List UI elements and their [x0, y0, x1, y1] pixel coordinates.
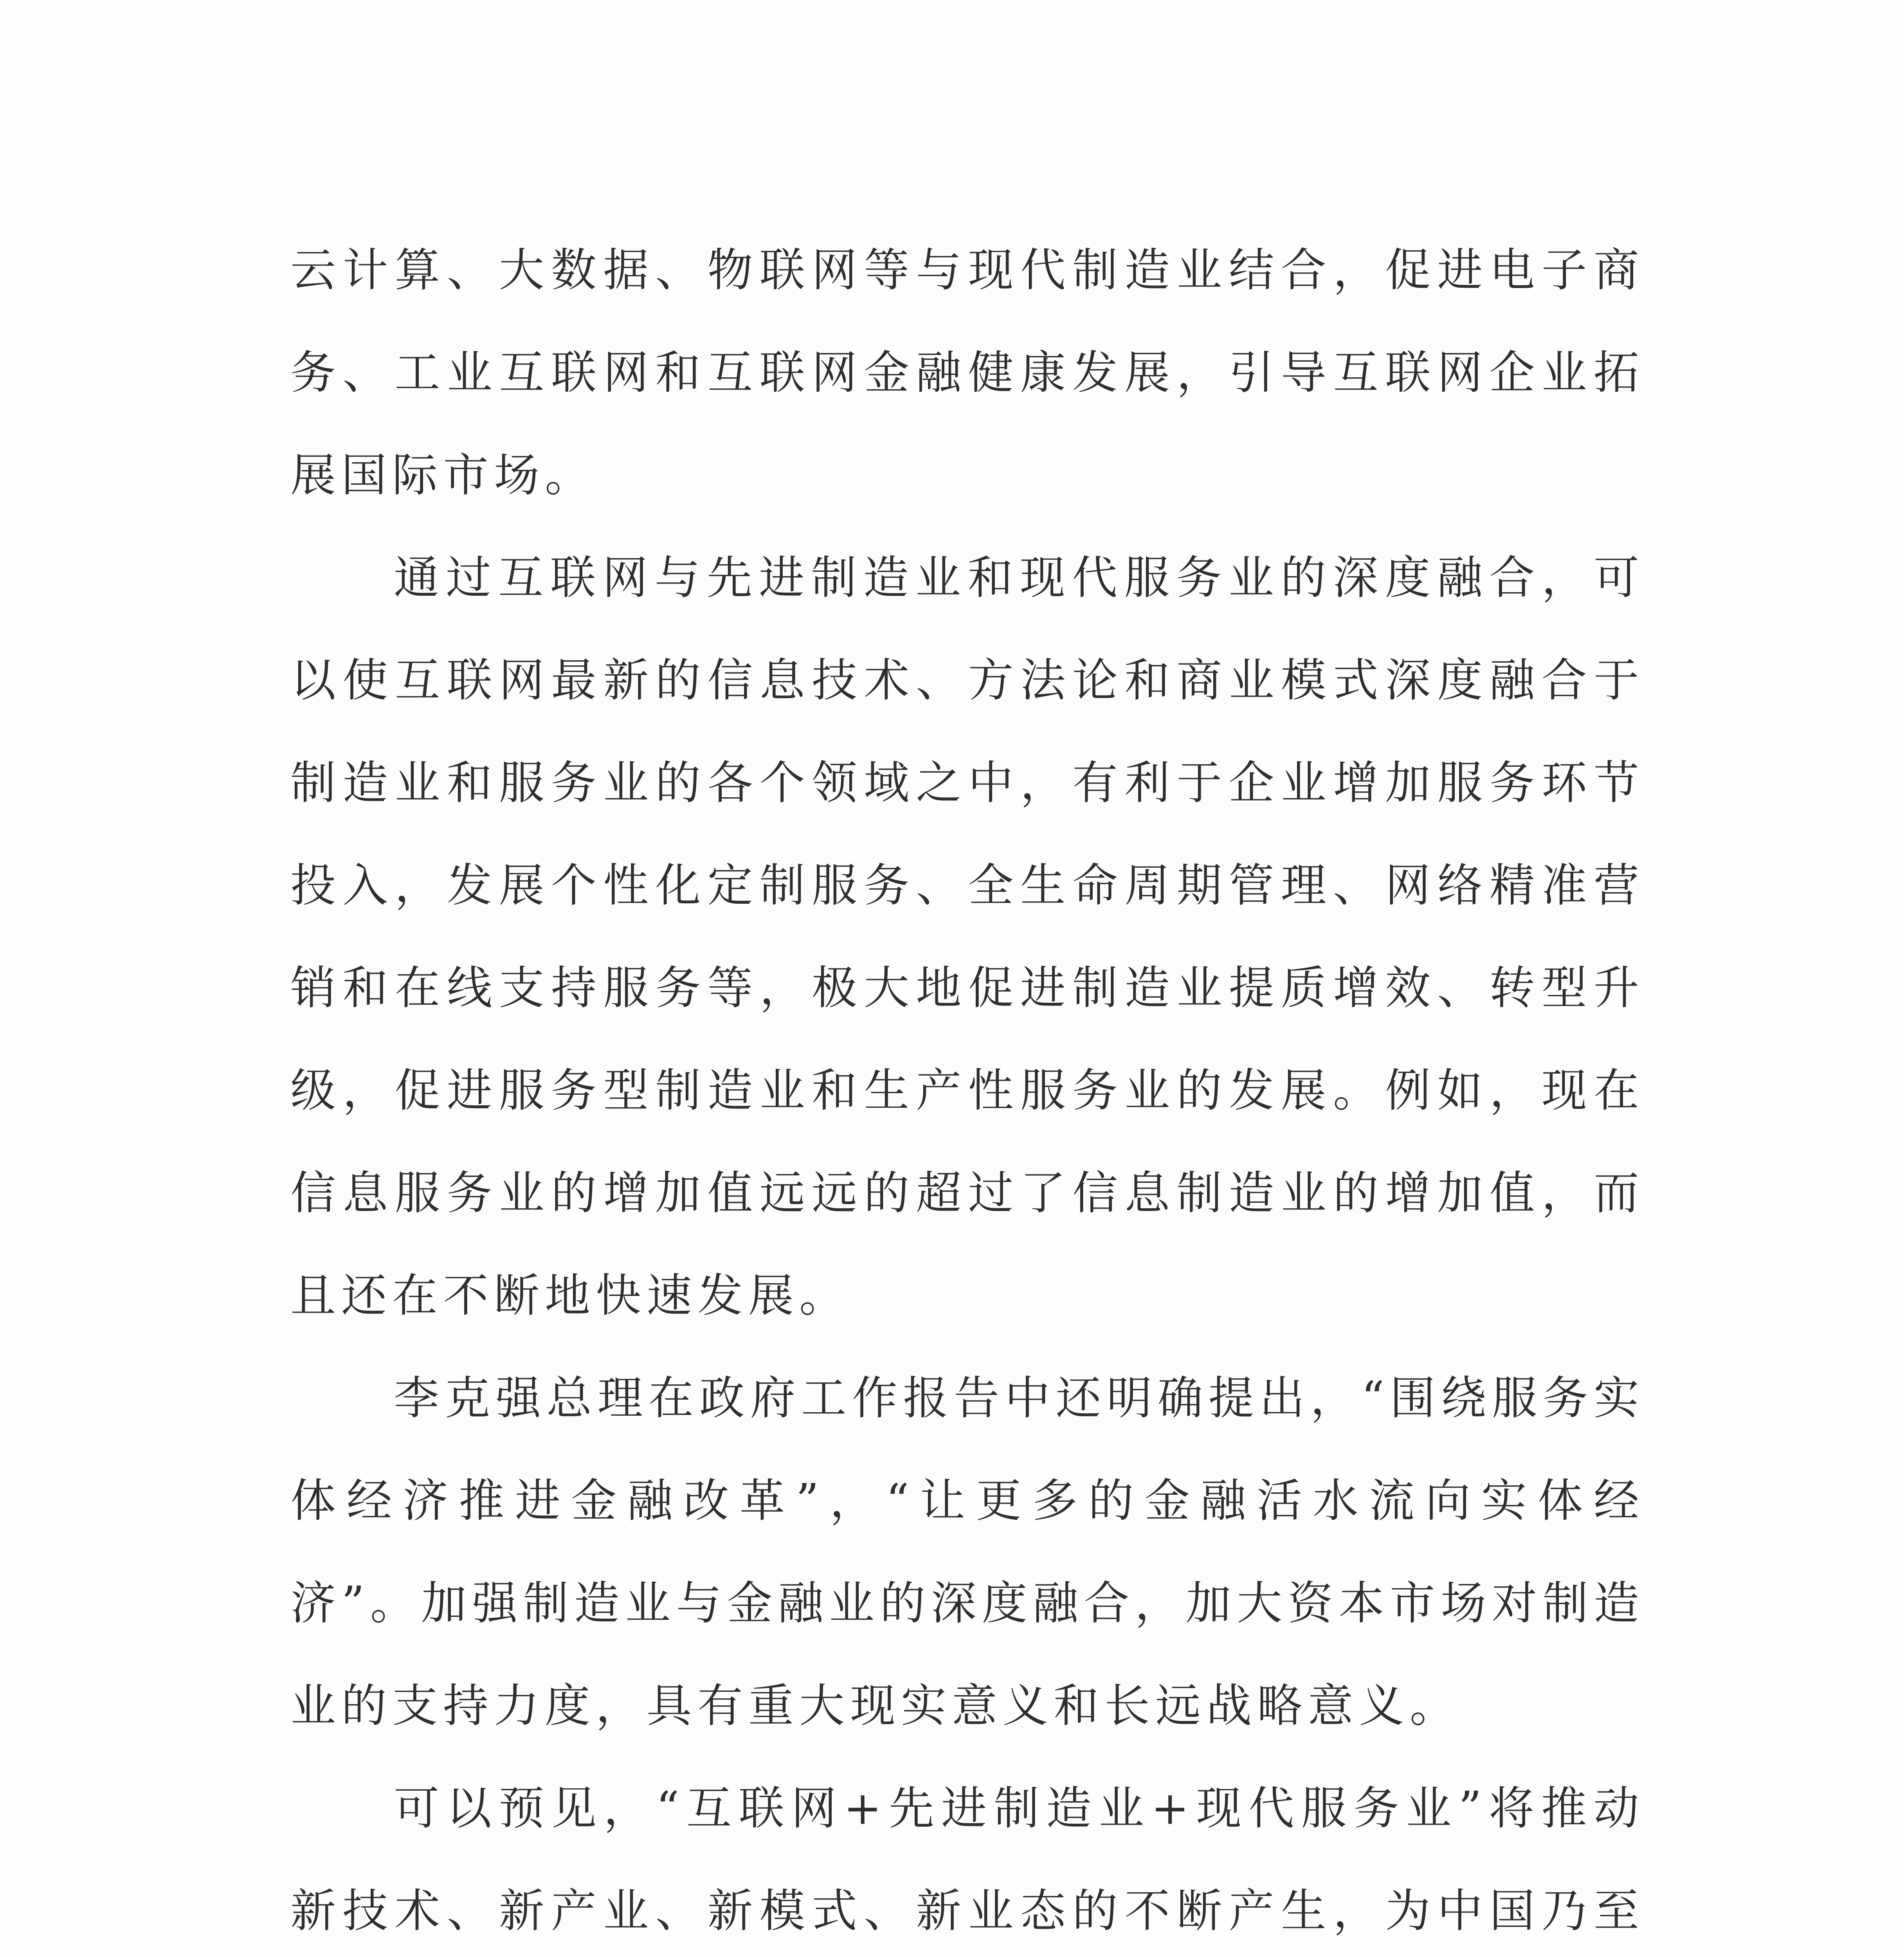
- body-text: [290, 219, 1645, 1957]
- paragraph-internet-integration: 通过互联网与先进制造业和现代服务业的深度融合，可以使互联网最新的信息技术、方法论和商业模式深度融合于制造业和服务业的各个领域之中，有利于企业增加服务环节投入，发展个性化定制服务、全生命周期管理、网络精准营销和在线支持服务等，极大地促进制造业提质增效、转型升级，促进服务型制造业和生产性服务业的发展。例如，现在信息服务业的增加值远远的超过了信息制造业的增加值，而且还在不断地快速发展。: [290, 551, 1645, 1322]
- paragraph-continuation: 云计算、大数据、物联网等与现代制造业结合，促进电子商务、工业互联网和互联网金融健康发展，引导互联网企业拓展国际市场。: [290, 244, 1645, 502]
- paragraph-foresight: 可以预见，“互联网+先进制造业+现代服务业”将推动新技术、新产业、新模式、新业态的不断产生，为中国乃至: [290, 1782, 1645, 1937]
- paragraph-financial-reform: 李克强总理在政府工作报告中还明确提出，“围绕服务实体经济推进金融改革”，“让更多的金融活水流向实体经济”。加强制造业与金融业的深度融合，加大资本市场对制造业的支持力度，具有重大现实意义和长远战略意义。: [290, 1372, 1645, 1732]
